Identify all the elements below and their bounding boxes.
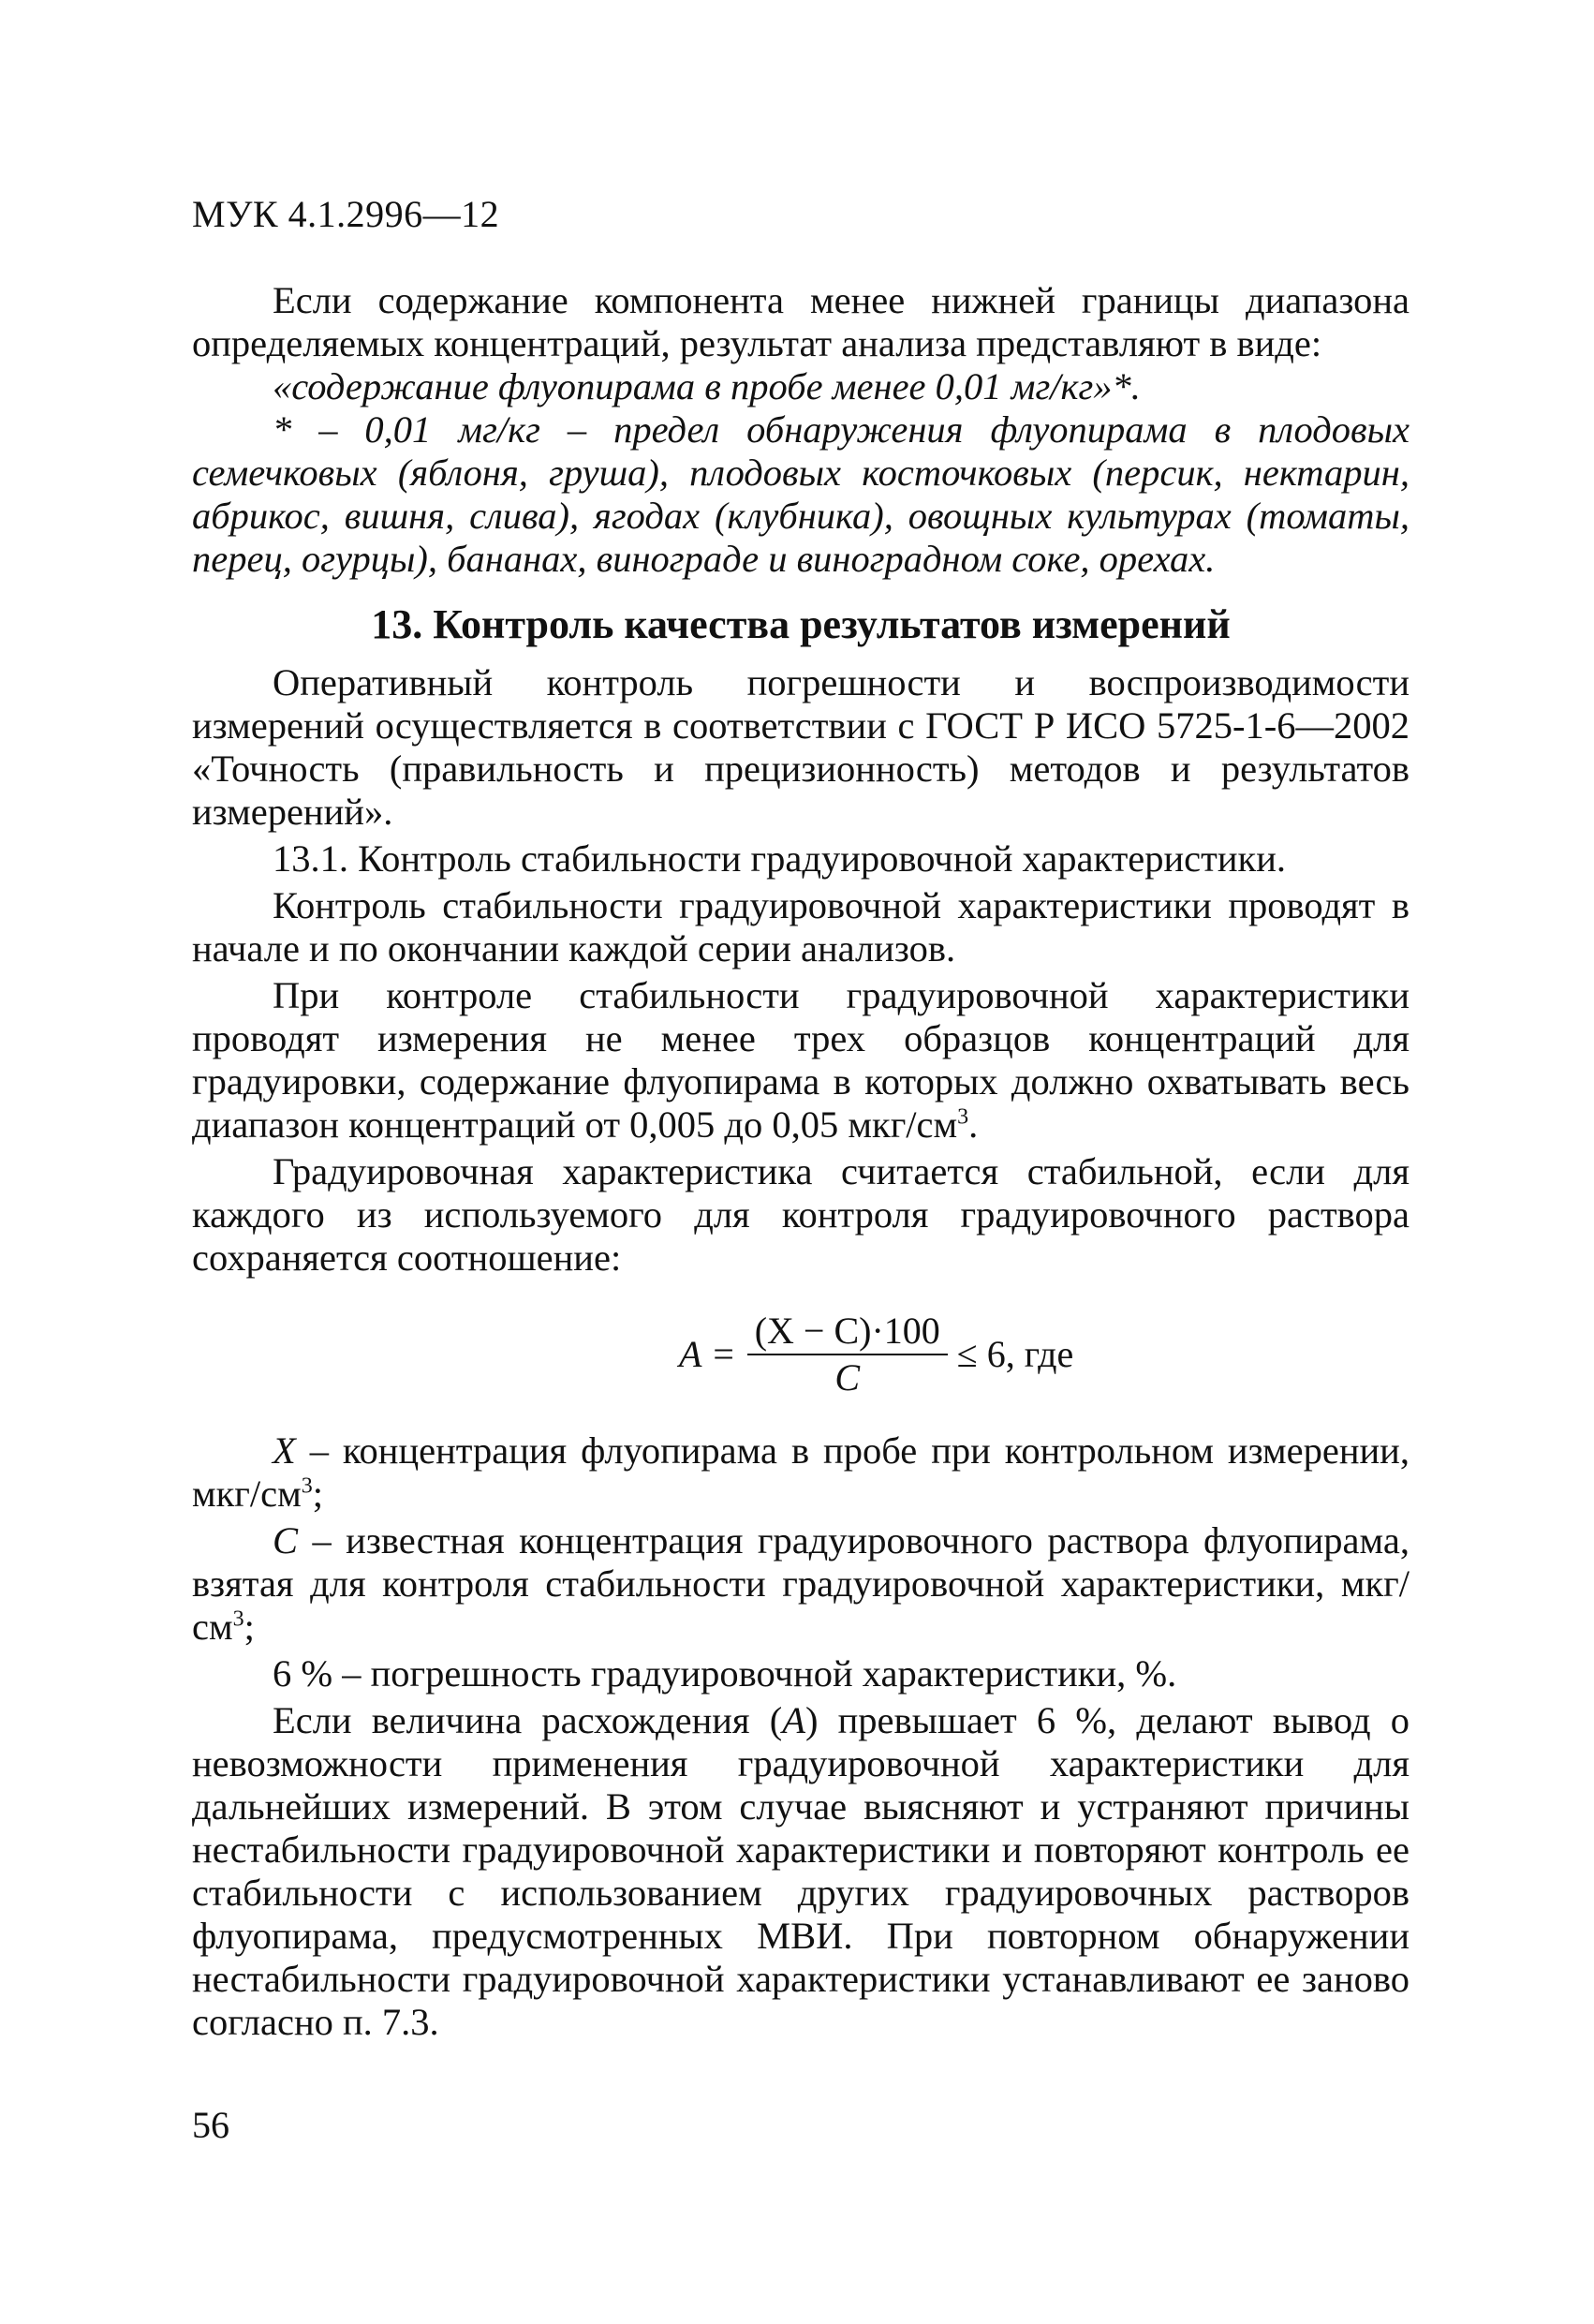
- section-title-quality-control: 13. Контроль качества результатов измерений: [371, 601, 1231, 647]
- paragraph-conclusion: [192, 1699, 1410, 2044]
- paragraph-end-dot: .: [968, 1103, 979, 1146]
- paragraph-calibration-samples: [192, 974, 1410, 1147]
- definition-x-end: ;: [312, 1473, 324, 1515]
- paragraph-stability-criterion: Градуировочная характеристика считается стабильной, если для каждого из используемого для контроля градуировочного раствора сохраняется соотношение:: [192, 1150, 1410, 1279]
- definition-c-end: ;: [244, 1606, 255, 1648]
- superscript-3: 3: [232, 1606, 244, 1632]
- footnote-detection-limit: * – 0,01 мг/кг – предел обнаружения флуопирама в плодовых семечковых (яблоня, груша), плодовых косточковых (персик, нектарин, абрикос, вишня, слива), ягодах (клубника), овощных культурах (томаты, перец, огурцы), бананах, винограде и виноградном соке, орехах.: [192, 408, 1410, 580]
- formula-rhs: ≤ 6, где: [956, 1333, 1074, 1375]
- paragraph-result-format: Если содержание компонента менее нижней границы диапазона определяемых концентраций, результат анализа представляют в виде:: [192, 279, 1410, 364]
- formula-discrepancy: [679, 1298, 1410, 1411]
- document-code-header: МУК 4.1.2996—12: [192, 193, 500, 235]
- superscript-3: 3: [957, 1104, 969, 1130]
- paragraph-operational-control: Оперативный контроль погрешности и воспроизводимости измерений осуществляется в соответствии с ГОСТ Р ИСО 5725-1-6—2002 «Точность (правильность и прецизионность) методов и результатов измерений».: [192, 661, 1410, 833]
- formula-lhs: A =: [679, 1333, 736, 1375]
- formula-denominator: C: [834, 1356, 861, 1399]
- page-number: 56: [192, 2104, 229, 2146]
- paragraph-control-timing: Контроль стабильности градуировочной характеристики проводят в начале и по окончании каждой серии анализов.: [192, 884, 1410, 970]
- definition-c-text: – известная концентрация градуировочного раствора флуопирама, взятая для контроля стабильности градуировочной характеристики, мкг/см: [192, 1519, 1410, 1648]
- definition-x-text: – концентрация флуопирама в пробе при контрольном измерении, мкг/см: [192, 1429, 1410, 1515]
- definition-x: [192, 1429, 1410, 1516]
- page-content: [192, 279, 1410, 2048]
- formula-numerator: (X − C)·100: [747, 1309, 948, 1355]
- definition-percent: 6 % – погрешность градуировочной характеристики, %.: [273, 1652, 1177, 1695]
- definition-c: [192, 1519, 1410, 1649]
- variable-c: C: [273, 1519, 299, 1562]
- result-format-quote: «содержание флуопирама в пробе менее 0,01 мг/кг»*.: [273, 365, 1141, 407]
- paragraph-calibration-samples-text: При контроле стабильности градуировочной характеристики проводят измерения не менее трех образцов концентраций для градуировки, содержание флуопирама в которых должно охватывать весь диапазон концентраций от 0,005 до 0,05 мкг/см: [192, 974, 1410, 1146]
- variable-a: A: [782, 1699, 805, 1741]
- superscript-3: 3: [301, 1473, 313, 1499]
- subsection-title-13-1: 13.1. Контроль стабильности градуировочной характеристики.: [273, 837, 1287, 880]
- conclusion-part2: ) превышает 6 %, делают вывод о невозможности применения градуировочной характеристики для дальнейших измерений. В этом случае выясняют и устраняют причины нестабильности градуировочной характеристики и повторяют контроль ее стабильности с использованием других градуировочных растворов флуопирама, предусмотренных МВИ. При повторном обнаружении нестабильности градуировочной характеристики устанавливают ее заново согласно п. 7.3.: [192, 1699, 1410, 2043]
- variable-x: X: [273, 1429, 296, 1472]
- conclusion-part1: Если величина расхождения (: [273, 1699, 783, 1741]
- formula-fraction: [747, 1309, 948, 1400]
